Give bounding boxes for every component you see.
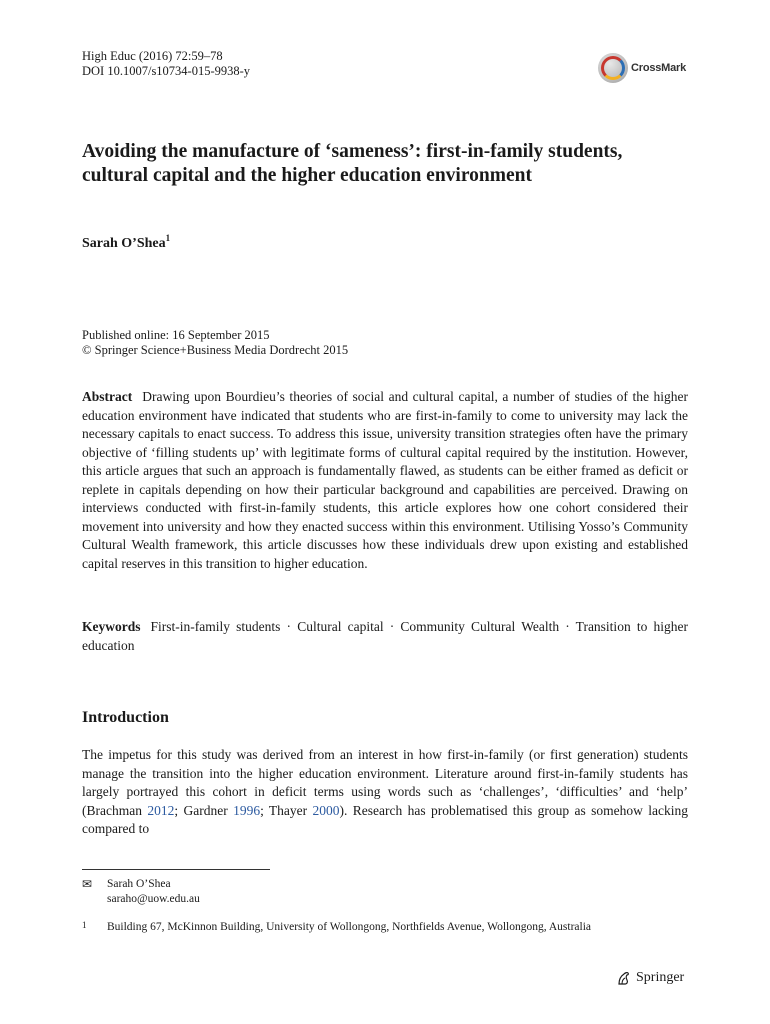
intro-text-3: ; Thayer	[260, 802, 313, 818]
intro-text-4: ). Research has problematised this group as somehow lacking compared to	[82, 802, 688, 836]
footnote-author-name: Sarah O’Shea	[107, 878, 171, 890]
crossmark-label: CrossMark	[631, 62, 687, 74]
reference-link-thayer[interactable]: 2000	[312, 802, 340, 818]
springer-wordmark: Springer	[636, 970, 685, 985]
reference-link-brachman[interactable]: 2012	[147, 802, 175, 818]
abstract-text: Drawing upon Bourdieu’s theories of social and cultural capital, a number of studies of the higher education environment have indicated that students who are first-in-family to come to university may lack the necessary capitals to enact success. To address this issue, university transition strategies often have the primary objective of ‘filling students up’ with legitimate forms of cultural capital required by the institution. However, this article argues that such an approach is fundamentally flawed, as students can be either framed as deficit or replete in capitals depending on how their particular background and capabilities are perceived. Drawing on interviews conducted with first-in-family students, this article explores how one cohort considered their movement into university and how they enacted success within this environment. Utilising Yosso’s Community Cultural Wealth framework, this article discusses how these individuals drew upon existing and established capital reserves in this transition to higher education.	[82, 389, 688, 571]
author-name	[82, 233, 170, 252]
corresponding-author-footnote	[82, 877, 200, 905]
intro-text-2: ; Gardner	[174, 802, 234, 818]
keywords-label: Keywords	[82, 619, 141, 634]
keywords	[82, 618, 688, 655]
crossmark-badge[interactable]	[598, 52, 690, 84]
author-affiliation-marker[interactable]: 1	[165, 233, 171, 243]
springer-horse-icon	[616, 970, 632, 986]
springer-logo	[616, 970, 684, 986]
copyright-line: © Springer Science+Business Media Dordrecht 2015	[82, 343, 349, 357]
intro-text-1: The impetus for this study was derived from an interest in how first-in-family (or first generation) students manage the transition into the higher education environment. Literature around first-in-family students has largely portrayed this cohort in deficit terms using words such as ‘challenges’, ‘difficulties’ and ‘help’ (Brachman	[82, 747, 688, 818]
doi-line[interactable]: DOI 10.1007/s10734-015-9938-y	[82, 64, 251, 78]
envelope-icon: ✉	[82, 877, 93, 891]
author-name-text: Sarah O’Shea	[82, 236, 166, 251]
abstract-label: Abstract	[82, 389, 133, 404]
affiliation-text: Building 67, McKinnon Building, University of Wollongong, Northfields Avenue, Wollongong, Australia	[107, 921, 591, 933]
keywords-text: First-in-family students · Cultural capital · Community Cultural Wealth · Transition to higher education	[82, 619, 688, 653]
published-date: Published online: 16 September 2015	[82, 328, 270, 342]
abstract	[82, 388, 688, 573]
footnote-author-email[interactable]: saraho@uow.edu.au	[107, 892, 200, 905]
affiliation-number: 1	[82, 920, 87, 930]
crossmark-icon	[598, 53, 628, 83]
section-heading-introduction: Introduction	[82, 709, 169, 726]
footnote-divider	[82, 869, 270, 870]
reference-link-gardner[interactable]: 1996	[233, 802, 261, 818]
article-title: Avoiding the manufacture of ‘sameness’: first-in-family students, cultural capital and the higher education environment	[82, 141, 623, 186]
journal-citation: High Educ (2016) 72:59–78	[82, 49, 223, 63]
introduction-paragraph	[82, 746, 688, 839]
